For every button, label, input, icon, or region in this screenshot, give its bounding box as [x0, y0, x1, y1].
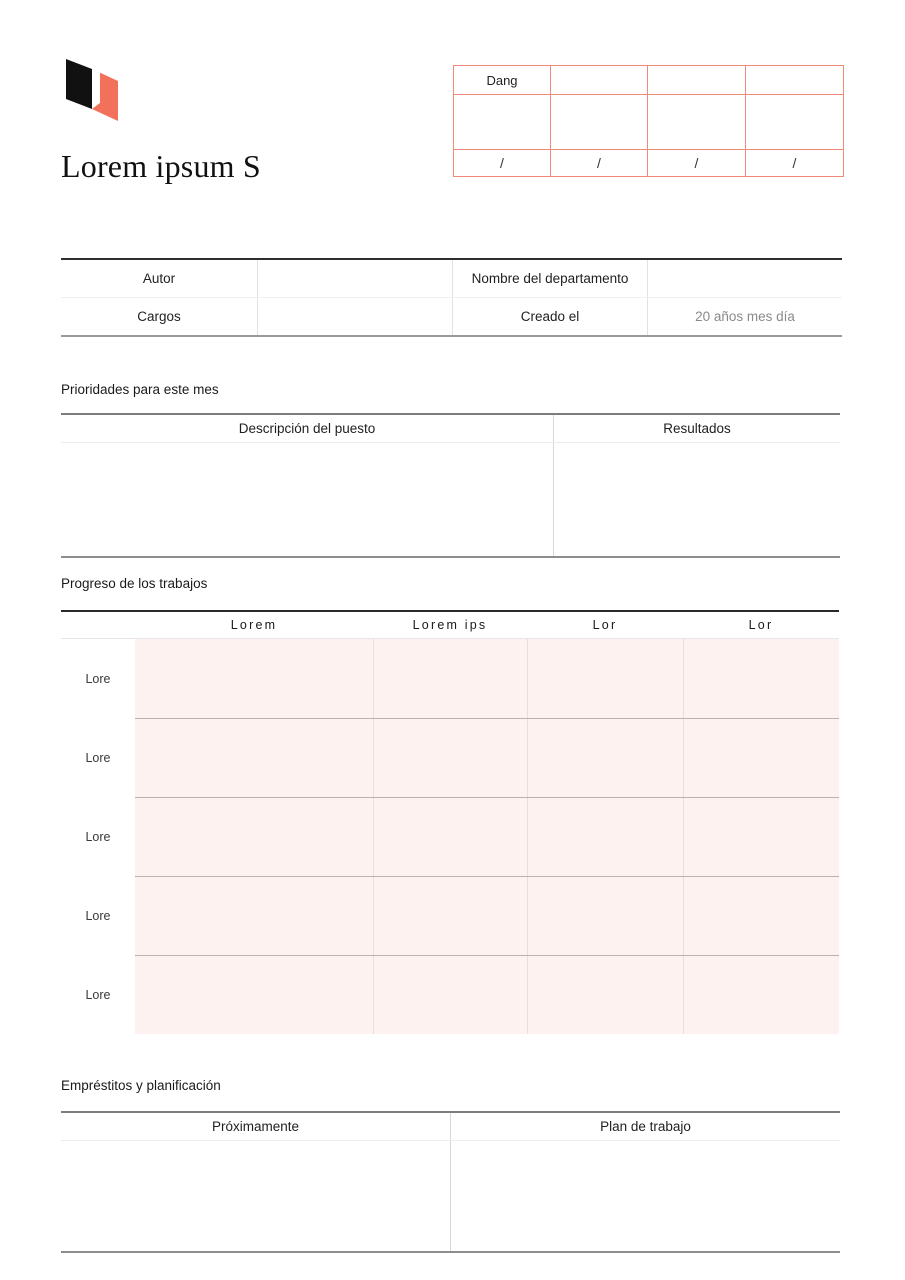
progreso-cell[interactable] — [373, 639, 527, 719]
brand-logo-icon — [62, 55, 128, 127]
progreso-row-label: Lore — [61, 639, 135, 719]
section-heading-progreso: Progreso de los trabajos — [61, 576, 208, 591]
progreso-cell[interactable] — [683, 876, 839, 955]
table-row — [454, 150, 844, 177]
table-row — [61, 443, 840, 558]
meta-label-creado-el: Creado el — [453, 298, 648, 337]
table-row — [61, 876, 839, 955]
emprestitos-plan-cell[interactable] — [451, 1141, 841, 1253]
date-grid-cell[interactable]: Dang — [454, 66, 551, 95]
column-header-progreso-4: Lor — [683, 611, 839, 639]
emprestitos-proximamente-cell[interactable] — [61, 1141, 451, 1253]
column-header-progreso-3: Lor — [527, 611, 683, 639]
date-grid-cell[interactable] — [648, 95, 746, 150]
meta-value-creado-el[interactable]: 20 años mes día — [648, 298, 843, 337]
date-grid-cell[interactable] — [648, 66, 746, 95]
date-grid-cell[interactable] — [551, 95, 648, 150]
progreso-cell[interactable] — [683, 639, 839, 719]
table-header-row — [61, 1112, 840, 1141]
column-header-progreso-1: Lorem — [135, 611, 373, 639]
progreso-row-label: Lore — [61, 718, 135, 797]
progreso-cell[interactable] — [527, 639, 683, 719]
date-grid-cell[interactable] — [454, 95, 551, 150]
progreso-row-label: Lore — [61, 955, 135, 1034]
progreso-cell[interactable] — [683, 797, 839, 876]
meta-label-departamento: Nombre del departamento — [453, 259, 648, 298]
column-header-resultados: Resultados — [554, 414, 841, 443]
progreso-cell[interactable] — [373, 718, 527, 797]
progreso-cell[interactable] — [683, 718, 839, 797]
progreso-cell[interactable] — [527, 797, 683, 876]
date-separator: / — [746, 150, 844, 177]
table-row — [454, 95, 844, 150]
date-separator: / — [454, 150, 551, 177]
table-row — [61, 639, 839, 719]
date-grid-cell[interactable] — [746, 95, 844, 150]
prioridades-descripcion-cell[interactable] — [61, 443, 554, 558]
progreso-cell[interactable] — [135, 639, 373, 719]
table-row — [61, 718, 839, 797]
table-row — [61, 797, 839, 876]
page-title: Lorem ipsum S — [61, 148, 261, 184]
table-row — [61, 298, 842, 337]
meta-value-autor[interactable] — [258, 259, 453, 298]
progreso-cell[interactable] — [527, 718, 683, 797]
progreso-cell[interactable] — [135, 797, 373, 876]
section-heading-prioridades: Prioridades para este mes — [61, 382, 219, 397]
emprestitos-table — [61, 1111, 840, 1253]
column-header-proximamente: Próximamente — [61, 1112, 451, 1141]
column-header-progreso-2: Lorem ips — [373, 611, 527, 639]
progreso-cell[interactable] — [683, 955, 839, 1034]
progreso-cell[interactable] — [135, 718, 373, 797]
meta-value-cargos[interactable] — [258, 298, 453, 337]
progreso-cell[interactable] — [135, 955, 373, 1034]
document-meta-table — [61, 258, 842, 337]
column-header-descripcion: Descripción del puesto — [61, 414, 554, 443]
date-grid-cell[interactable] — [551, 66, 648, 95]
date-grid-cell[interactable] — [746, 66, 844, 95]
date-separator: / — [648, 150, 746, 177]
progreso-cell[interactable] — [135, 876, 373, 955]
date-grid — [453, 65, 844, 177]
table-header-row — [61, 611, 839, 639]
meta-label-cargos: Cargos — [61, 298, 258, 337]
progreso-cell[interactable] — [373, 876, 527, 955]
progreso-row-label: Lore — [61, 797, 135, 876]
table-row — [454, 66, 844, 95]
progreso-cell[interactable] — [373, 797, 527, 876]
progreso-cell[interactable] — [527, 876, 683, 955]
progreso-row-label: Lore — [61, 876, 135, 955]
table-row — [61, 259, 842, 298]
table-row — [61, 1141, 840, 1253]
meta-value-departamento[interactable] — [648, 259, 843, 298]
progreso-cell[interactable] — [373, 955, 527, 1034]
prioridades-resultados-cell[interactable] — [554, 443, 841, 558]
table-row — [61, 955, 839, 1034]
table-header-row — [61, 414, 840, 443]
date-separator: / — [551, 150, 648, 177]
progreso-corner-cell — [61, 611, 135, 639]
meta-label-autor: Autor — [61, 259, 258, 298]
prioridades-table — [61, 413, 840, 558]
section-heading-emprestitos: Empréstitos y planificación — [61, 1078, 221, 1093]
progreso-cell[interactable] — [527, 955, 683, 1034]
progreso-table — [61, 610, 839, 1034]
column-header-plan-de-trabajo: Plan de trabajo — [451, 1112, 841, 1141]
